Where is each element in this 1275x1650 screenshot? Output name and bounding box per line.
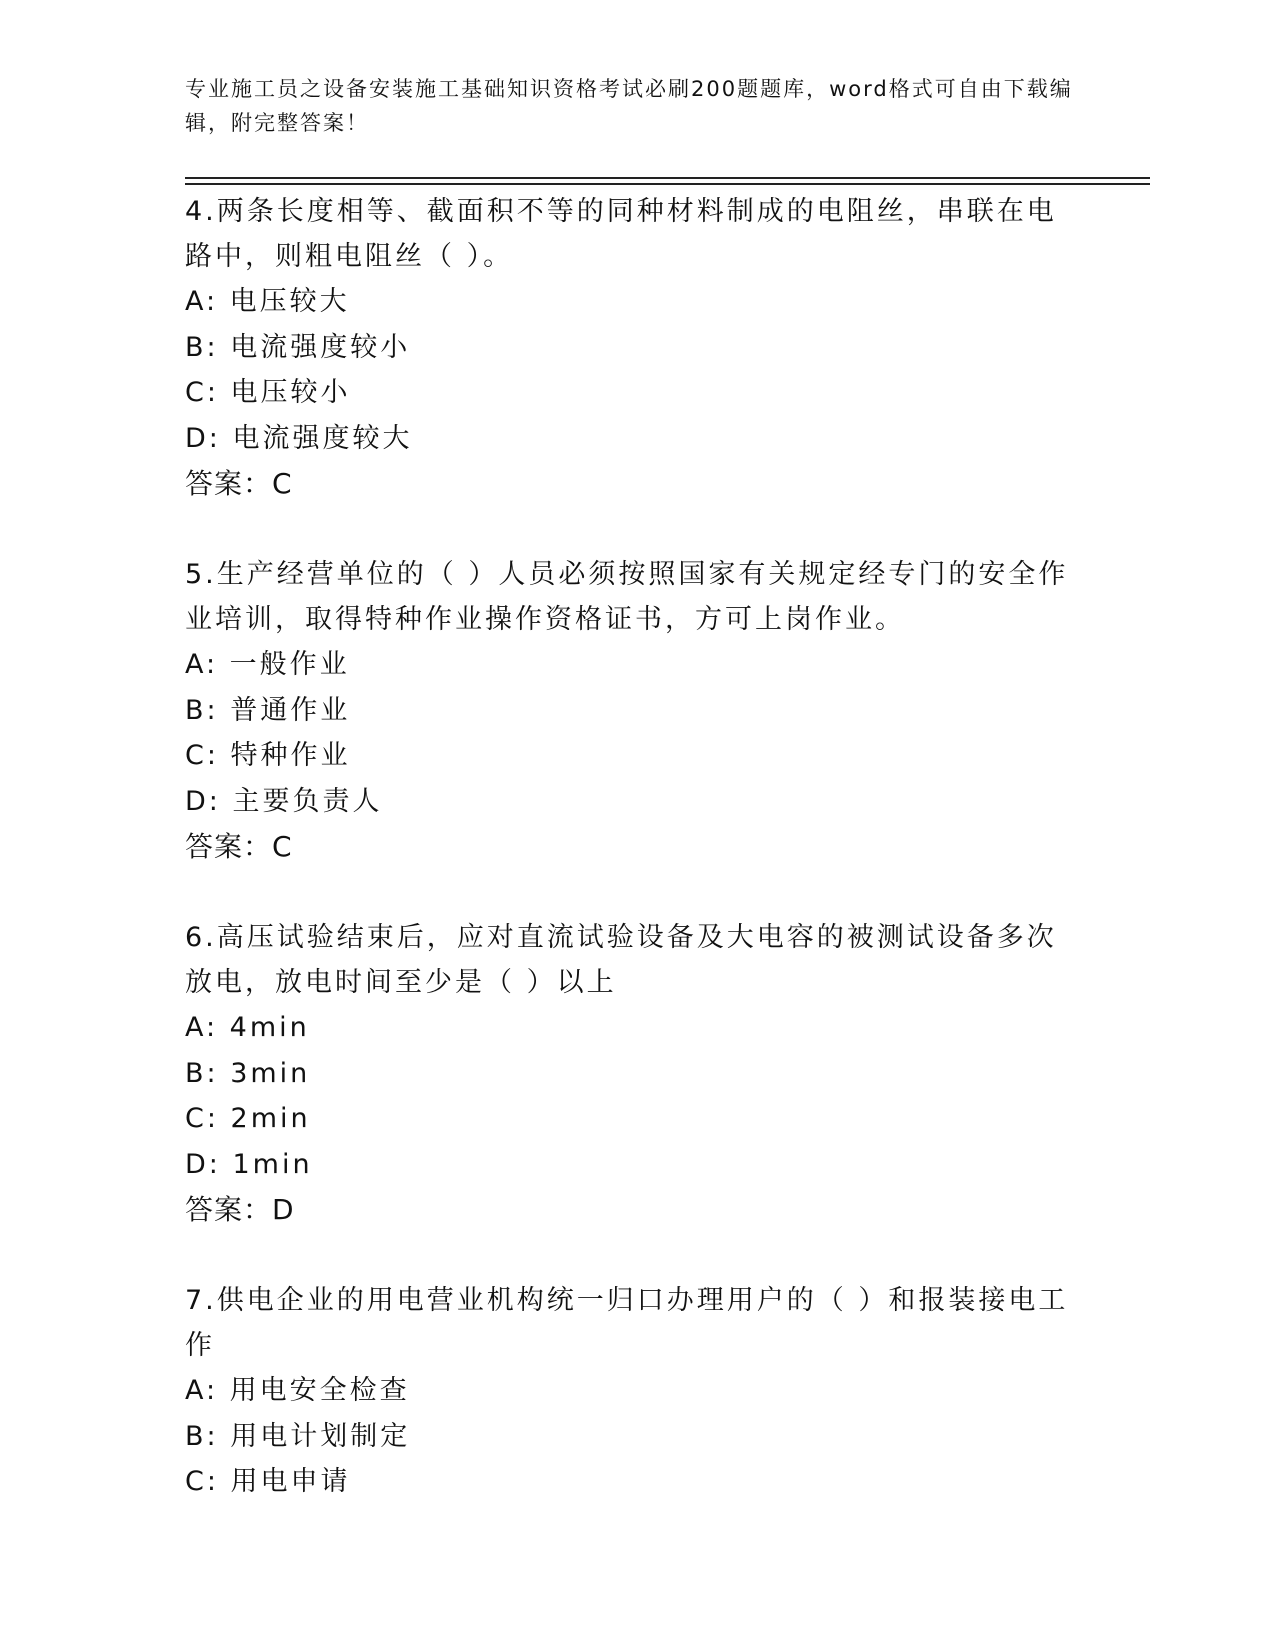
option-d: D: 电流强度较大 [185,422,413,454]
header-divider-bottom [185,183,1150,185]
option-c: C: 特种作业 [185,740,351,771]
question-stem: 7.供电企业的用电营业机构统一归口办理用户的（ ）和报装接电工作 [185,1285,1069,1361]
option-b: B: 电流强度较小 [185,331,411,363]
option-a: A: 4min [185,1012,310,1043]
option-b: B: 3min [185,1057,311,1089]
option-c: C: 用电申请 [185,1466,351,1497]
option-a: A: 电压较大 [185,286,350,317]
answer-line: 答案：D [185,1193,295,1226]
document-header: 专业施工员之设备安装施工基础知识资格考试必刷200题题库，word格式可自由下载编辑，附完整答案！ [185,77,1073,135]
question-4 [185,189,1085,507]
option-c: C: 2min [185,1103,311,1134]
question-stem: 6.高压试验结束后，应对直流试验设备及大电容的被测试设备多次放电，放电时间至少是（ ）以上 [185,922,1057,998]
option-d: D: 1min [185,1148,313,1180]
option-d: D: 主要负责人 [185,785,383,817]
option-a: A: 用电安全检查 [185,1375,410,1406]
question-6 [185,915,1085,1233]
answer-line: 答案：C [185,467,293,500]
header-divider-top [185,177,1150,179]
question-7 [185,1278,1085,1505]
option-a: A: 一般作业 [185,649,350,680]
question-5 [185,552,1085,870]
question-stem: 4.两条长度相等、截面积不等的同种材料制成的电阻丝，串联在电路中，则粗电阻丝（ ）。 [185,196,1057,272]
question-stem: 5.生产经营单位的（ ）人员必须按照国家有关规定经专门的安全作业培训，取得特种作业操作资格证书，方可上岗作业。 [185,559,1069,635]
option-c: C: 电压较小 [185,377,351,408]
option-b: B: 普通作业 [185,694,351,726]
option-b: B: 用电计划制定 [185,1420,411,1452]
answer-line: 答案：C [185,830,293,863]
